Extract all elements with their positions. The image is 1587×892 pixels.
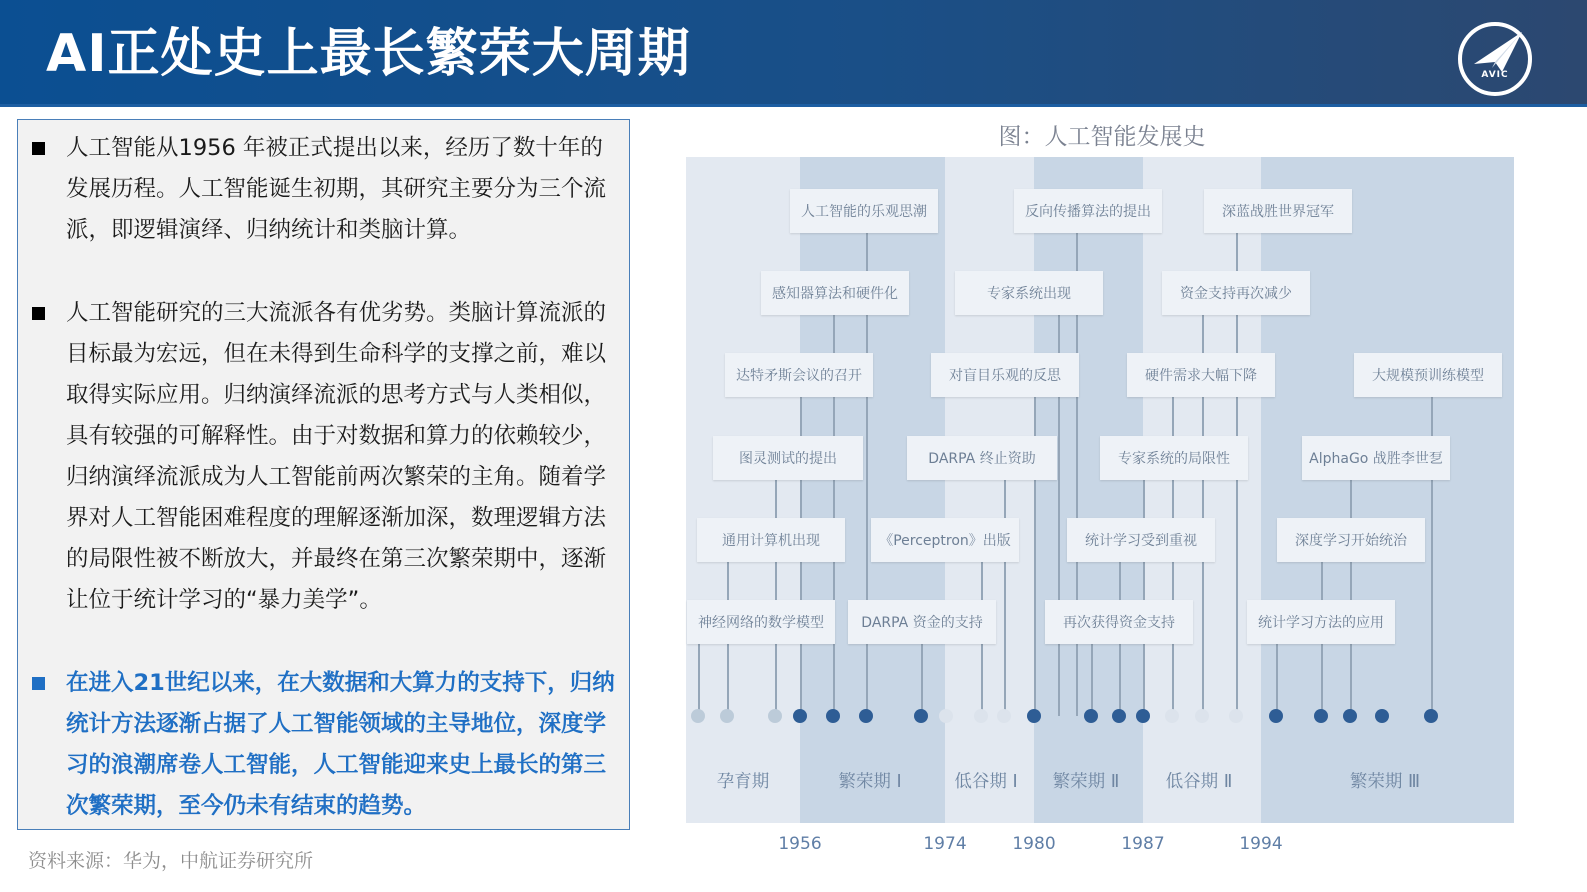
event-box: 大规模预训练模型 [1354,353,1502,397]
timeline-dot [1343,709,1357,723]
period-label: 低谷期 Ⅰ [954,772,1018,792]
logo-text: AVIC [1481,70,1509,80]
timeline-dot [720,709,734,723]
event-box: 《Perceptron》出版 [871,518,1019,562]
period-label: 孕育期 [716,772,770,792]
square-bullet-icon [32,142,45,155]
timeline-dot [1424,709,1438,723]
connector-line [698,644,700,716]
year-label: 1994 [1239,834,1283,854]
year-label: 1974 [923,834,967,854]
year-label: 1980 [1012,834,1056,854]
event-box: 反向传播算法的提出 [1014,189,1162,233]
timeline-dot [859,709,873,723]
connector-line [1276,644,1278,716]
event-box: 图灵测试的提出 [713,436,863,480]
timeline-dot [1084,709,1098,723]
connector-line [1143,480,1145,716]
event-box: 通用计算机出现 [697,518,845,562]
connector-line [1004,480,1006,716]
event-box: AlphaGo 战胜李世乭 [1302,436,1450,480]
timeline-dot [826,709,840,723]
paragraph-text: 人工智能从1956 年被正式提出以来，经历了数十年的发展历程。人工智能诞生初期，其研究主要分为三个流派，即逻辑演绎、归纳统计和类脑计算。 [66,135,607,243]
connector-line [1350,480,1352,716]
boom-band-2 [1034,157,1143,823]
paragraph-2 [30,293,622,621]
avic-logo [1458,22,1532,96]
header-bar [0,0,1587,104]
boom-band-3 [1261,157,1514,823]
event-box: 再次获得资金支持 [1045,600,1193,644]
event-box: 达特矛斯会议的召开 [725,353,873,397]
event-box: DARPA 终止资助 [907,436,1057,480]
source-note: 资料来源：华为，中航证券研究所 [28,850,314,872]
boom-band-1 [800,157,945,823]
paragraph-1 [30,128,622,251]
year-label: 1987 [1121,834,1165,854]
timeline-dot [691,709,705,723]
square-bullet-icon [32,677,45,690]
event-box: 统计学习方法的应用 [1247,600,1395,644]
period-label: 繁荣期 Ⅰ [838,772,902,792]
timeline-dot [974,709,988,723]
event-box: 专家系统出现 [955,271,1103,315]
timeline-dot [1314,709,1328,723]
timeline-dot [997,709,1011,723]
paper-plane-icon [1462,26,1528,92]
event-box: 硬件需求大幅下降 [1127,353,1275,397]
event-box: 深度学习开始统治 [1277,518,1425,562]
event-box: 深蓝战胜世界冠军 [1204,189,1352,233]
timeline-dot [939,709,953,723]
event-box: 统计学习受到重视 [1067,518,1215,562]
period-label: 繁荣期 Ⅲ [1349,772,1421,792]
connector-line [921,644,923,716]
period-label: 繁荣期 Ⅱ [1052,772,1120,792]
event-box: 感知器算法和硬件化 [761,271,909,315]
event-box: 人工智能的乐观思潮 [790,189,938,233]
timeline-dot [1136,709,1150,723]
timeline-dot [1375,709,1389,723]
timeline-dot [793,709,807,723]
timeline-dot [1229,709,1243,723]
timeline-dot [1112,709,1126,723]
connector-line [775,480,777,716]
header-underline [0,104,1587,107]
text-panel [17,119,630,830]
paragraph-text: 人工智能研究的三大流派各有优劣势。类脑计算流派的目标最为宏远，但在未得到生命科学的支撑之前，难以取得实际应用。归纳演绎流派的思考方式与人类相似，具有较强的可解释性。由于对数据和算力的依赖较少，归纳演绎流派成为人工智能前两次繁荣的主角。随着学界对人工智能困难程度的理解逐渐加深，数理逻辑方法的局限性被不断放大，并最终在第三次繁荣期中，逐渐让位于统计学习的“暴力美学”。 [66,300,607,613]
timeline-dot [1165,709,1179,723]
timeline-dot [768,709,782,723]
event-box: 对盲目乐观的反思 [931,353,1079,397]
paragraph-text: 在进入21世纪以来，在大数据和大算力的支持下，归纳统计方法逐渐占据了人工智能领域的主导地位，深度学习的浪潮席卷人工智能，人工智能迎来史上最长的第三次繁荣期，至今仍未有结束的趋势。 [66,670,615,819]
timeline-dot [1027,709,1041,723]
event-box: 神经网络的数学模型 [687,600,835,644]
event-box: 资金支持再次减少 [1162,271,1310,315]
square-bullet-icon [32,307,45,320]
paragraph-3-highlight [30,663,622,827]
connector-line [1091,644,1093,716]
figure-title: 图：人工智能发展史 [998,124,1206,150]
event-box: 专家系统的局限性 [1100,436,1248,480]
event-box: DARPA 资金的支持 [848,600,996,644]
timeline-dot [1269,709,1283,723]
period-label: 低谷期 Ⅱ [1165,772,1233,792]
timeline-dot [1195,709,1209,723]
page-title: AI正处史上最长繁荣大周期 [46,24,691,84]
timeline-dot [914,709,928,723]
year-label: 1956 [778,834,822,854]
